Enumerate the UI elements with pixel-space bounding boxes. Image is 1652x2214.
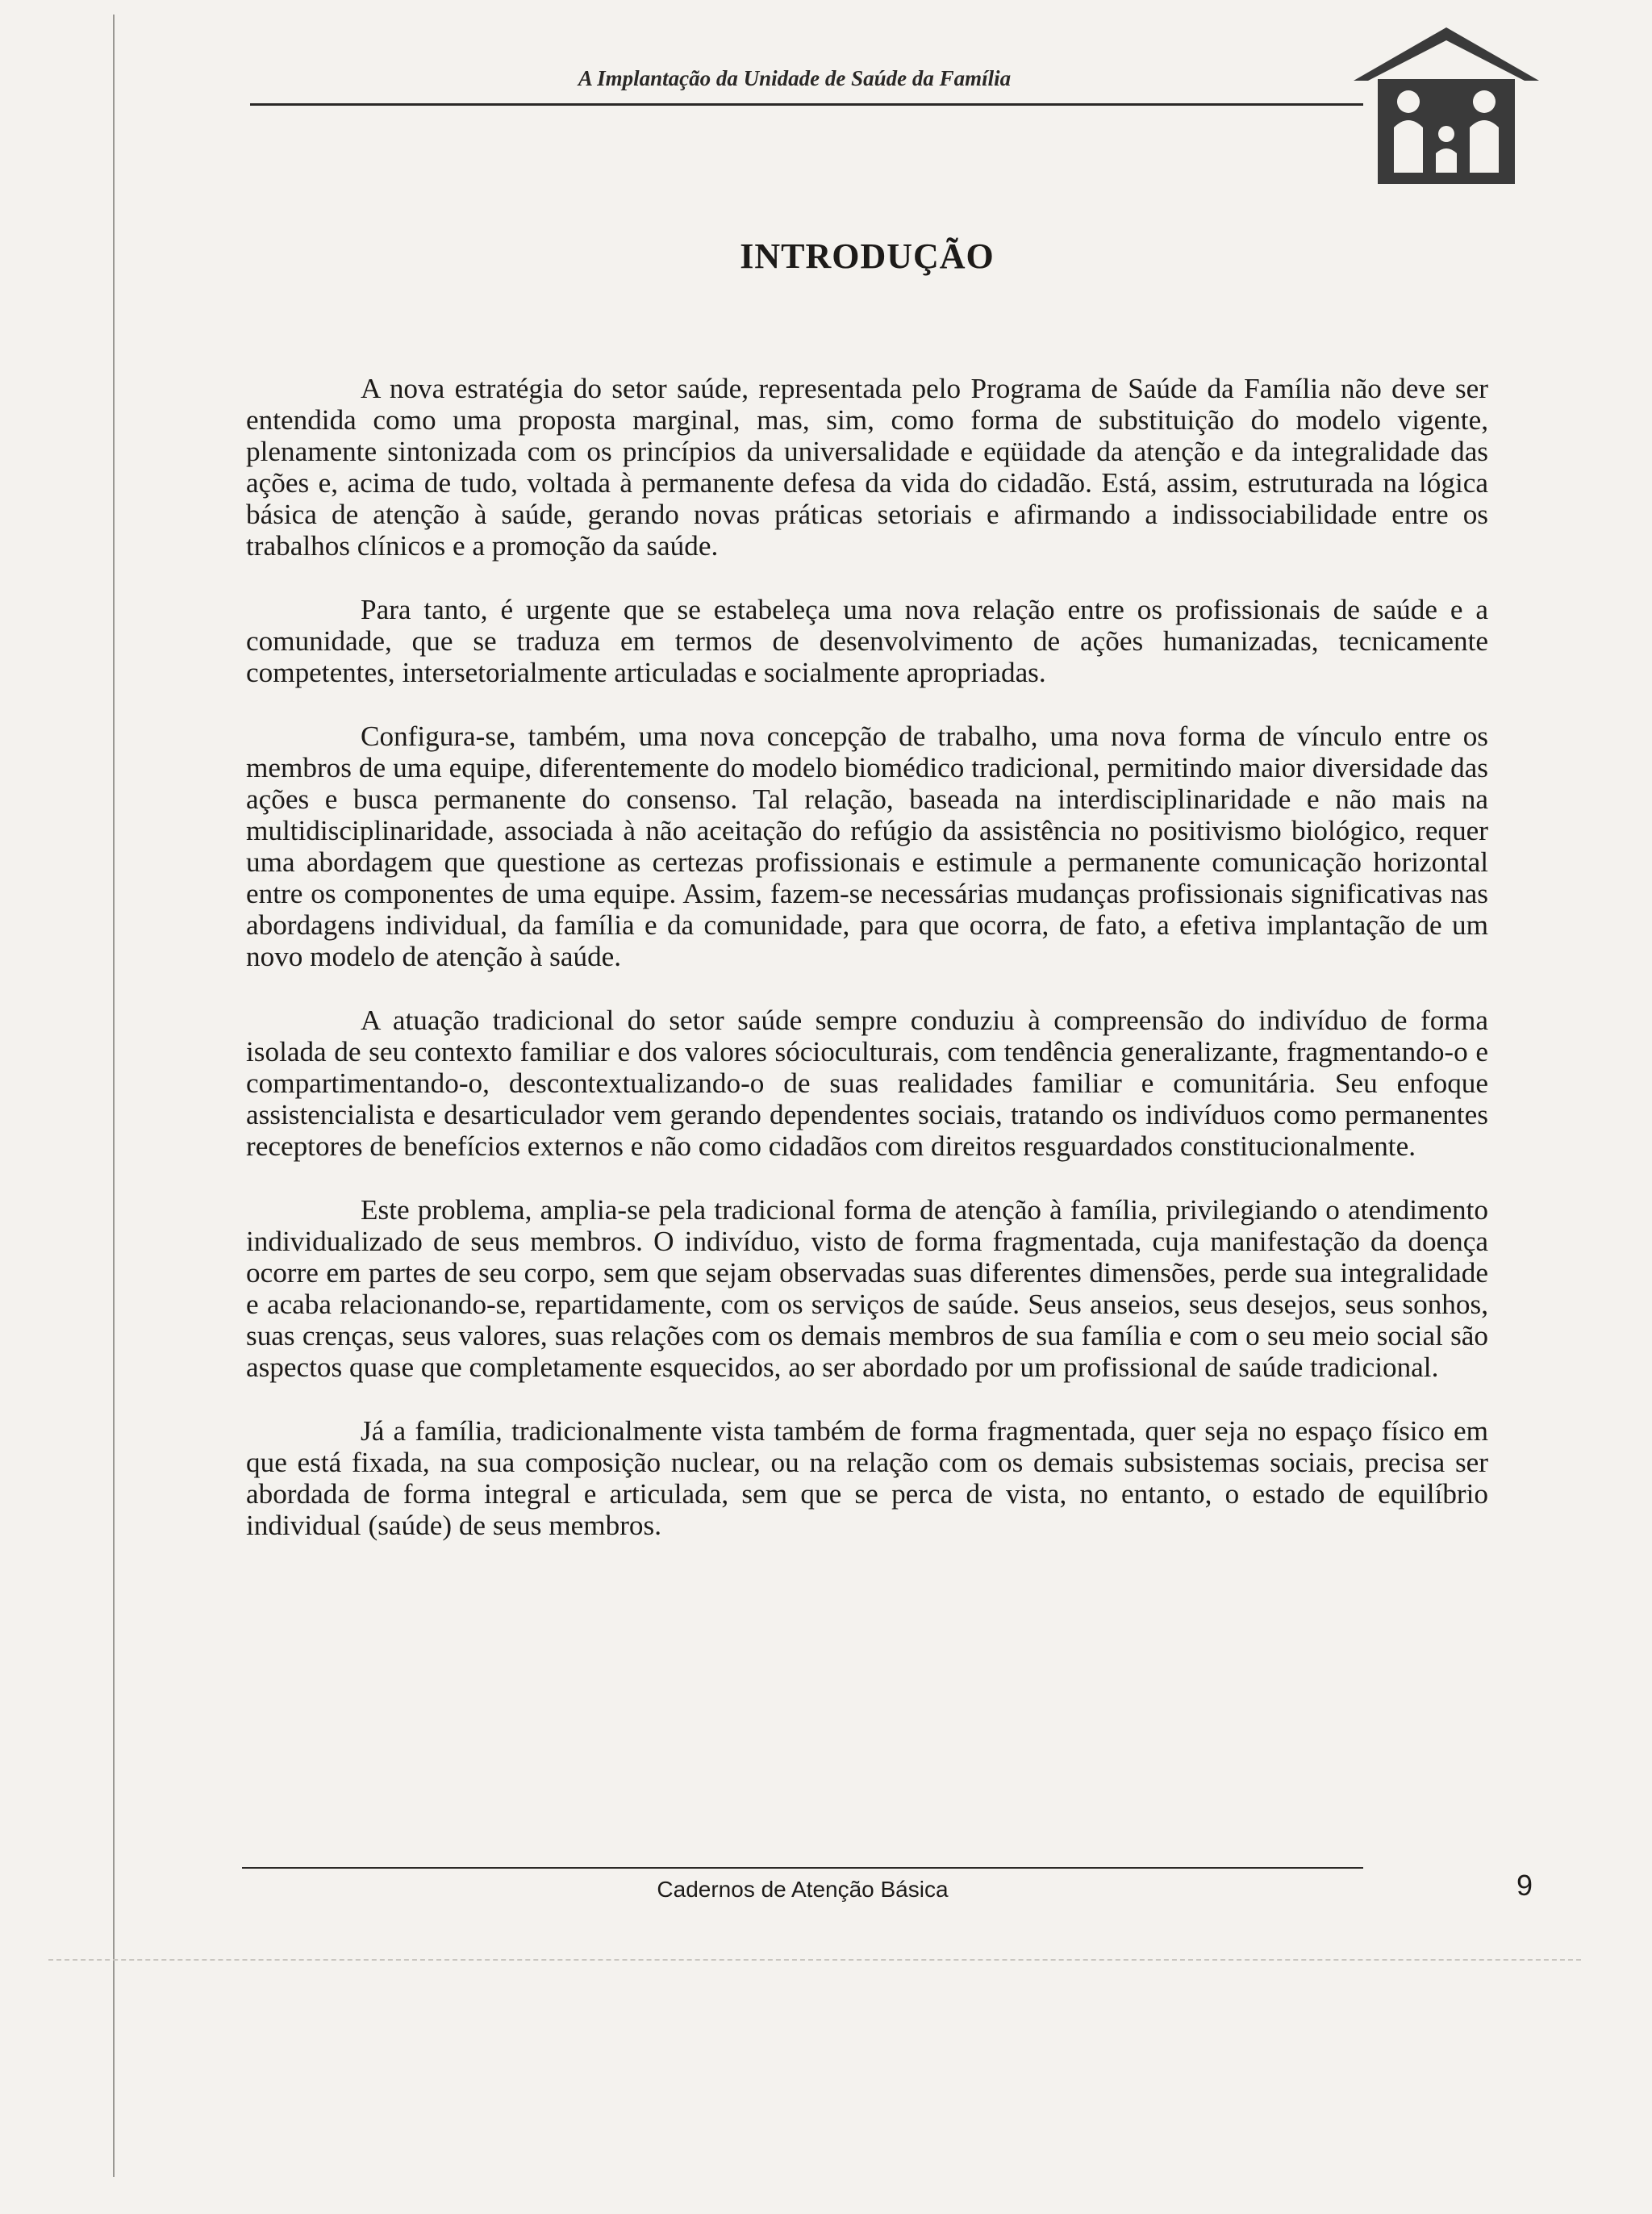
running-header-title: A Implantação da Unidade de Saúde da Família: [578, 66, 1012, 90]
logo-figure-child-head: [1438, 126, 1454, 142]
scan-edge-line: [48, 1959, 1581, 1961]
logo-roof: [1354, 27, 1539, 81]
page-number: 9: [1516, 1869, 1533, 1902]
logo-figure-left-head: [1397, 90, 1420, 113]
logo-divider-right: [1461, 119, 1467, 174]
paragraph-3: Configura-se, também, uma nova concepção de trabalho, uma nova forma de vínculo entre os membros de uma equipe, diferentemente do modelo biomédico tradicional, permitindo maior diversidade das ações e busca permanente do consenso. Tal relação, baseada na interdisciplinaridade e não mais na multidisciplinaridade, associada à não aceitação do refúgio da assistência no positivismo biológico, requer uma abordagem que questione as certezas profissionais e estimule a permanente comunicação horizontal entre os componentes de uma equipe. Assim, fazem-se necessárias mudanças profissionais significativas nas abordagens individual, da família e da comunidade, para que ocorra, de fato, a efetiva implantação de um novo modelo de atenção à saúde.: [246, 721, 1488, 972]
footer-rule: [242, 1867, 1363, 1869]
paragraph-5: Este problema, amplia-se pela tradicional forma de atenção à família, privilegiando o atendimento individualizado de seus membros. O indivíduo, visto de forma fragmentada, cuja manifestação da doença ocorre em partes de seu corpo, sem que sejam observadas suas diferentes dimensões, perde sua integralidade e acaba relacionando-se, repartidamente, com os serviços de saúde. Seus anseios, seus desejos, seus sonhos, suas crenças, seus valores, suas relações com os demais membros de sua família e com o seu meio social são aspectos quase que completamente esquecidos, ao ser abordado por um profissional de saúde tradicional.: [246, 1194, 1488, 1383]
family-house-logo-icon: [1345, 23, 1547, 188]
scan-margin-line: [113, 15, 115, 2177]
chapter-title: INTRODUÇÃO: [740, 236, 995, 276]
paragraph-6: Já a família, tradicionalmente vista também de forma fragmentada, quer seja no espaço físico em que está fixada, na sua composição nuclear, ou na relação com os demais subsistemas sociais, precisa ser abordada de forma integral e articulada, sem que se perca de vista, no entanto, o estado de equilíbrio individual (saúde) de seus membros.: [246, 1415, 1488, 1541]
footer-publication: Cadernos de Atenção Básica: [657, 1877, 949, 1902]
paragraph-4: A atuação tradicional do setor saúde sempre conduziu à compreensão do indivíduo de forma isolada de seu contexto familiar e dos valores sócioculturais, com tendência generalizante, fragmentando-o e compartimentando-o, descontextualizando-o de suas realidades familiar e comunitária. Seu enfoque assistencialista e desarticulador vem gerando dependentes sociais, tratando os indivíduos como permanentes receptores de benefícios externos e não como cidadãos com direitos resguardados constitucionalmente.: [246, 1005, 1488, 1162]
paragraph-1: A nova estratégia do setor saúde, representada pelo Programa de Saúde da Família não deve ser entendida como uma proposta marginal, mas, sim, como forma de substituição do modelo vigente, plenamente sintonizada com os princípios da universalidade e eqüidade da atenção e da integralidade das ações e, acima de tudo, voltada à permanente defesa da vida do cidadão. Está, assim, estruturada na lógica básica de atenção à saúde, gerando novas práticas setoriais e afirmando a indissociabilidade entre os trabalhos clínicos e a promoção da saúde.: [246, 373, 1488, 562]
header-rule: [250, 103, 1363, 106]
logo-divider-left: [1425, 119, 1432, 174]
logo-base: [1378, 173, 1515, 184]
body-text: [246, 373, 1488, 1573]
paragraph-2: Para tanto, é urgente que se estabeleça uma nova relação entre os profissionais de saúde e a comunidade, que se traduza em termos de desenvolvimento de ações humanizadas, tecnicamente competentes, intersetorialmente articuladas e socialmente apropriadas.: [246, 594, 1488, 688]
logo-figure-right-head: [1473, 90, 1496, 113]
